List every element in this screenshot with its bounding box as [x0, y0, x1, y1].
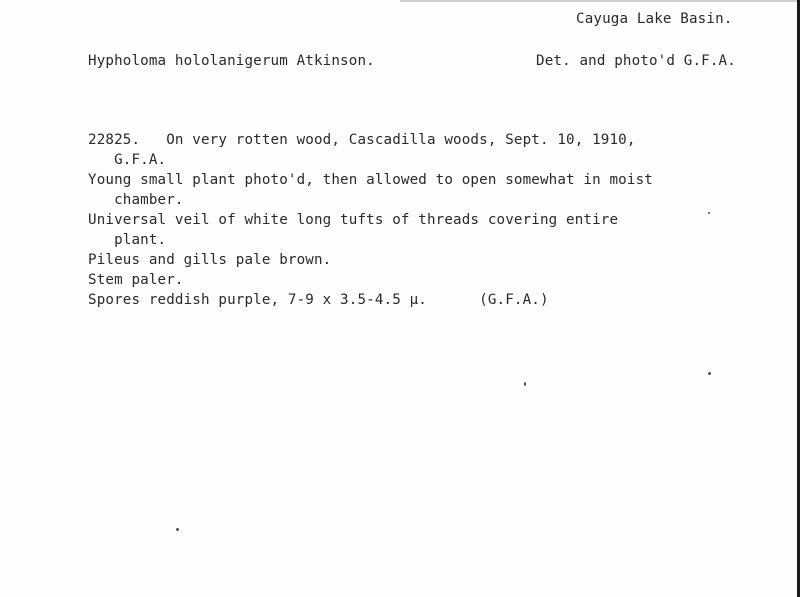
paper-speck: [176, 528, 179, 531]
paper-speck: [524, 382, 526, 386]
location-label: Cayuga Lake Basin.: [576, 11, 733, 27]
record-line: G.F.A.: [88, 152, 167, 168]
record-line: Spores reddish purple, 7-9 x 3.5-4.5 µ. (G.F.A.): [88, 292, 549, 308]
species-name: Hypholoma hololanigerum Atkinson.: [88, 53, 375, 69]
record-line: Young small plant photo'd, then allowed to open somewhat in moist: [88, 172, 653, 188]
record-line: 22825. On very rotten wood, Cascadilla woods, Sept. 10, 1910,: [88, 132, 636, 148]
record-line: Universal veil of white long tufts of threads covering entire: [88, 212, 619, 228]
paper-speck: [708, 212, 710, 214]
record-line: Pileus and gills pale brown.: [88, 252, 332, 268]
determination-note: Det. and photo'd G.F.A.: [536, 53, 736, 69]
record-line: Stem paler.: [88, 272, 184, 288]
paper-speck: [708, 372, 711, 375]
scan-edge-top: [400, 0, 800, 2]
record-line: chamber.: [88, 192, 184, 208]
record-line: plant.: [88, 232, 167, 248]
